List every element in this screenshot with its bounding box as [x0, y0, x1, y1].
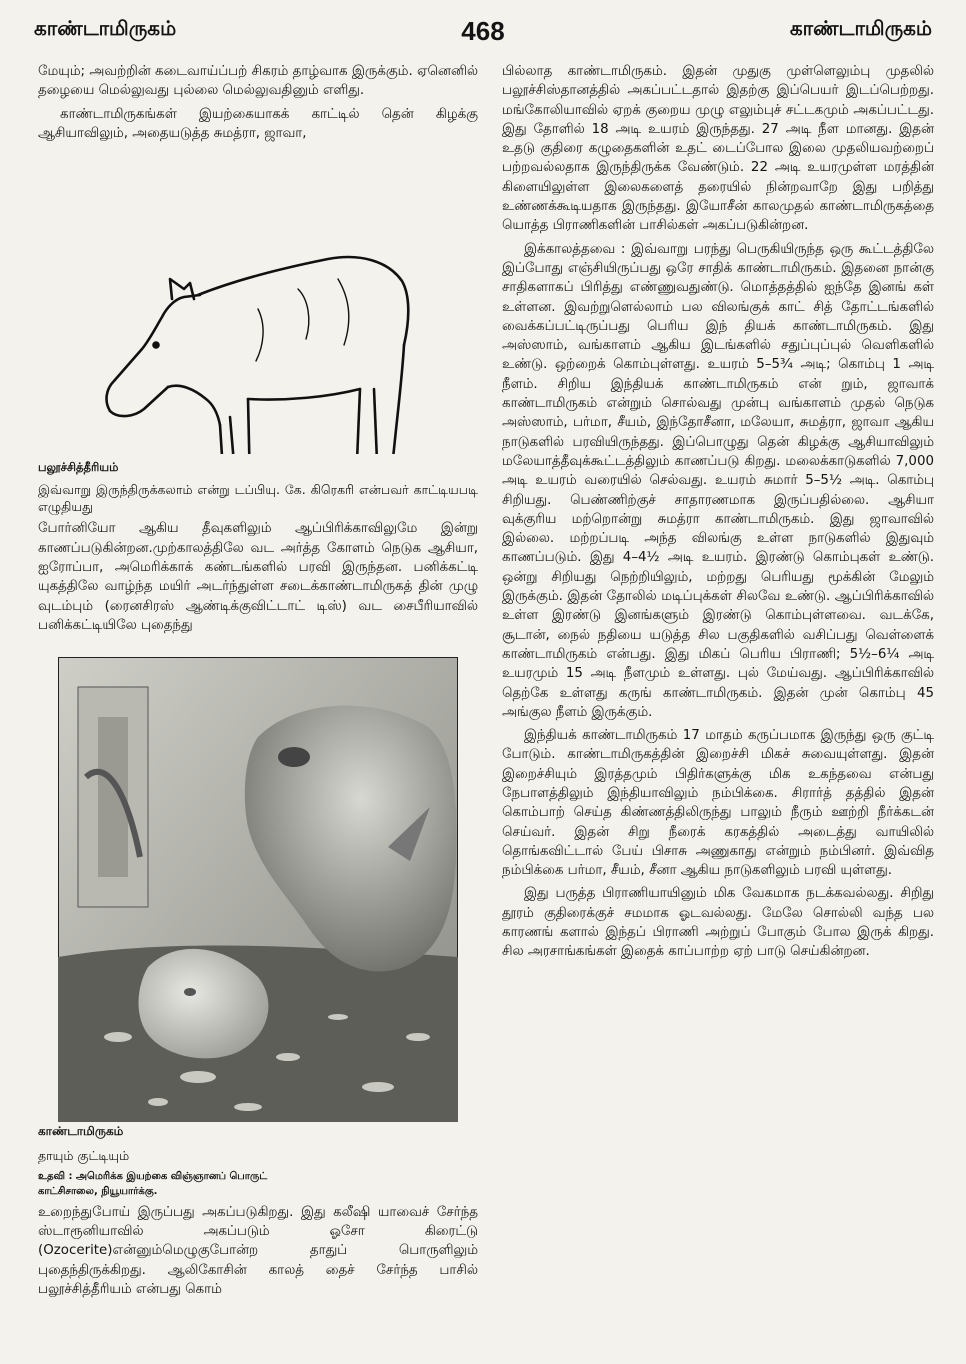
photo-credit: [38, 1169, 478, 1199]
running-head-right: காண்டாமிருகம்: [789, 16, 932, 40]
paragraph: பில்லாத காண்டாமிருகம். இதன் முதுகு முள்ளெலும்பு முதலில் பலூச்சிஸ்தானத்தில் அகப்பட்டதால் இதற்கு இப்பெயர் இடப்பெற்றது. மங்கோலியாவில் ஏறக் குறைய முழு எலும்புச் சட்டகமும் அகப்பட்டது. இது தோளில் 18 அடி உயரம் இருந்தது. 27 அடி நீள மானது. இதன் உதடு குதிரை கழுதைகளின் உதட் டைப்போல இலை முதலியவற்றைப் பற்றவல்லதாக இருந்திருக்க வேண்டும். 22 அடி உயரமுள்ள மரத்தின் கிளையிலுள்ள இலைகளைத் தரையில் நின்றவாறே இது பறித்து உண்ணக்கூடியதாக இருந்தது. இயோசீன் காலமுதல் காண்டாமிருகத்தை யொத்த பிராணிகளின் பாசில்கள் அகப்படுகின்றன.: [502, 64, 934, 234]
page-number: 468: [461, 16, 505, 46]
photo-subtitle: தாயும் குட்டியும்: [38, 1147, 130, 1163]
right-column: [502, 62, 934, 966]
paragraph: காண்டாமிருகங்கள் இயற்கையாகக் காட்டில் தென் கிழக்கு ஆசியாவிலும், அதையடுத்த சுமத்ரா, ஜாவா,: [38, 106, 478, 141]
page-header: [34, 16, 932, 52]
rhinoceros-photo: [58, 657, 458, 1122]
baluchitherium-drawing: [98, 149, 418, 454]
left-column: [38, 62, 478, 1303]
photo-credit-line2: காட்சிசாலை, நியூயார்க்கு.: [38, 1185, 158, 1197]
figure-caption: இவ்வாறு இருந்திருக்கலாம் என்று டப்பியு. கே. கிரெகரி என்பவர் காட்டியபடி எழுதியது: [38, 482, 478, 515]
paragraph: இக்காலத்தவை : இவ்வாறு பரந்து பெருகியிருந்த ஒரு கூட்டத்திலே இப்போது எஞ்சியிருப்பது ஒரே சாதிக் காண்டாமிருகம். இதனை நான்கு சாதிகளாகப் பிரித்து எண்ணுவதுண்டு. மொத்தத்தில் ஐந்தே இனங் கள் உள்ளன. இவற்றுளெல்லாம் பல விலங்குக் காட் சித் தோட்டங்களில் வைக்கப்பட்டிருப்பது பெரிய இந் தியக் காண்டாமிருகம். இது அஸ்ஸாம், வங்காளம் ஆகிய இடங்களில் சதுப்புப்புல் வெளிகளில் உண்டு. ஒற்றைக் கொம்புள்ளது. உயரம் 5–5¾ அடி; கொம்பு 1 அடி நீளம். சிறிய இந்தியக் காண்டாமிருகம் என் றும், ஜாவாக் காண்டாமிருகம் என்றும் சொல்வது முன்பு வங்காளம் முதல் நெடுக அஸ்ஸாம், பர்மா, சீயம், இந்தோசீனா, மலேயா, சுமத்ரா, ஜாவா ஆகிய நாடுகளில் பரவியிருந்தது. இப்பொழுது தென் கிழக்கு ஆசியாவிலும் மலேயாத்தீவுக்கூட்டத்திலும் காணப்படு கிறது. மலைக்காடுகளில் 7,000 அடி உயரம் வரையில் செல்வது. உயரம் சுமார் 5–5½ அடி. கொம்பு சிறியது. பெண்ணிற்குச் சாதாரணமாக இருப்பதில்லை. ஆசியா வுக்குரிய மற்றொன்று சுமத்ரா காண்டாமிருகம். இது ஜாவாவில் இல்லை. மற்றப்படி அந்த விலங்கு உள்ள நாடுகளில் இதுவும் காணப்படும். இது 4–4½ அடி உயரம். இரண்டு கொம்புகள் உண்டு. ஒன்று சிறியது நெற்றியிலும், மற்றது பெரியது மூக்கின் மேலும் இருக்கும். இதன் தோலில் மடிப்புக்கள் சிலவே உண்டு. ஆப்பிரிக்காவில் உள்ள இரண்டு இனங்களும் இரண்டு கொம்புள்ளவை. வடக்கே, சூடான், நைல் நதியை யடுத்த சில பகுதிகளில் வசிப்பது வெள்ளைக் காண்டாமிருகம் என்பது. இது மிகப் பெரிய பிராணி; 5½–6¼ அடி உயரமும் 15 அடி நீளமும் உள்ளது. புல் மேய்வது. ஆப்பிரிக்காவில் தெற்கே உள்ளது கருங் காண்டாமிருகம். இதன் முன் கொம்பு 45 அங்குல நீளம் இருக்கும்.: [502, 241, 934, 720]
rhino-mother-calf-image: [58, 657, 458, 1122]
paragraph: இந்தியக் காண்டாமிருகம் 17 மாதம் கருப்பமாக இருந்து ஒரு குட்டி போடும். காண்டாமிருகத்தின் இறைச்சி மிகச் சுவையுள்ளது. இதன் இறைச்சியும் இரத்தமும் பிதிர்களுக்கு மிக உகந்தவை என்பது நேபாளத்திலும் இந்தியாவிலும் நம்பிக்கை. சிரார்த் தத்தில் இதன் கொம்பாற் செய்த கிண்ணத்திலிருந்து பாலும் நீரும் ஊற்றி நீர்க்கடன் செய்வர். இதன் சிறு நீரைக் கரகத்தில் அடைத்து வாயிலில் தொங்கவிட்டால் பேய் பிசாசு அணுகாது என்றும் நம்பினர். இவ்வித நம்பிக்கை பர்மா, சீயம், சீனா ஆகிய நாடுகளிலும் பரவி யுள்ளது.: [502, 728, 934, 879]
photo-title: காண்டாமிருகம்: [38, 1124, 124, 1139]
paragraph: உறைந்துபோய் இருப்பது அகப்படுகிறது. இது கலீஷி யாவைச் சேர்ந்த ஸ்டாரூனியாவில் அகப்படும் ஓசோ கிரைட்டு (Ozocerite)என்னும்மெழுகுபோன்ற தாதுப் பொருளிலும் புதைந்திருக்கிறது. ஆலிகோசின் காலத் தைச் சேர்ந்த பாசில் பலூச்சித்தீரியம் என்பது கொம்: [38, 1204, 478, 1298]
paragraph: இது பருத்த பிராணியாயினும் மிக வேகமாக நடக்கவல்லது. சிறிது தூரம் குதிரைக்குச் சமமாக ஓடவல்லது. மேலே சொல்லி வந்த பல காரணங் களால் இந்தப் பிராணி அற்றுப் போகும் போல இருக் கிறது. சில அரசாங்கங்கள் இதைக் காப்பாற்ற ஏற் பாடு செய்கின்றன.: [502, 886, 934, 960]
figure-title: பலூச்சித்தீரியம்: [38, 460, 119, 475]
baluchitherium-figure: [38, 149, 478, 454]
paragraph: மேயும்; அவற்றின் கடைவாய்ப்பற் சிகரம் தாழ்வாக இருக்கும். ஏனெனில் தழையை மெல்லுவது புல்லை மெல்லுவதினும் எளிது.: [38, 64, 478, 99]
running-head-left: காண்டாமிருகம்: [34, 16, 177, 40]
photo-credit-line1: உதவி : அமெரிக்க இயற்கை விஞ்ஞானப் பொருட்: [38, 1170, 268, 1182]
paragraph: போர்னியோ ஆகிய தீவுகளிலும் ஆப்பிரிக்காவிலுமே இன்று காணப்படுகின்றன.முற்காலத்திலே வட அர்த்த கோளம் நெடுக ஆசியா, ஐரோப்பா, அமெரிக்காக் கண்டங்களில் பரவி இருந்தன. பனிக்கட்டி யுகத்திலே வாழ்ந்த மயிர் அடர்ந்துள்ள சடைக்காண்டாமிருகத் தின் முழு வுடம்பும் (ரைனசிரஸ் ஆண்டிக்குவிட்டாட் டிஸ்) வட சைபீரியாவில் பனிக்கட்டியிலே புதைந்து: [38, 521, 478, 633]
